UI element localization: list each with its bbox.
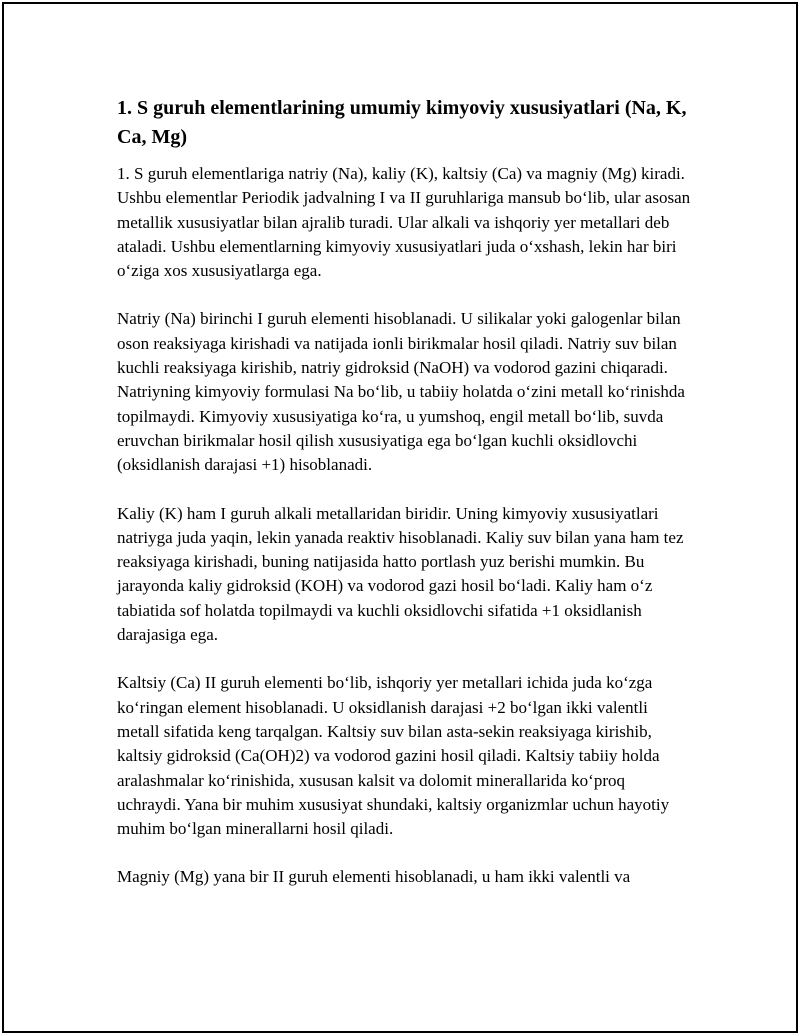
paragraph-sodium: Natriy (Na) birinchi I guruh elementi hisoblanadi. U silikalar yoki galogenlar bilan oson reaksiyaga kirishadi va natijada ionli birikmalar hosil qiladi. Natriy suv bilan kuchli reaksiyaga kirishib, natriy gidroksid (NaOH) va vodorod gazini chiqaradi. Natriyning kimyoviy formulasi Na bo‘lib, u tabiiy holatda o‘zini metall ko‘rinishda topilmaydi. Kimyoviy xususiyatiga ko‘ra, u yumshoq, engil metall bo‘lib, suvda eruvchan birikmalar hosil qilish xususiyatiga ega bo‘lgan kuchli oksidlovchi (oksidlanish darajasi +1) hisoblanadi.: [117, 309, 685, 475]
paragraph-calcium: Kaltsiy (Ca) II guruh elementi bo‘lib, ishqoriy yer metallari ichida juda ko‘zga ko‘ringan element hisoblanadi. U oksidlanish darajasi +2 bo‘lgan ikki valentli metall sifatida keng tarqalgan. Kaltsiy suv bilan asta-sekin reaksiyaga kirishib, kaltsiy gidroksid (Ca(OH)2) va vodorod gazini hosil qiladi. Kaltsiy tabiiy holda aralashmalar ko‘rinishida, xususan kalsit va dolomit minerallarida ko‘proq uchraydi. Yana bir muhim xususiyat shundaki, kaltsiy organizmlar uchun hayotiy muhim bo‘lgan minerallarni hosil qiladi.: [117, 673, 670, 839]
document-body: [117, 94, 692, 914]
paragraph-intro: 1. S guruh elementlariga natriy (Na), kaliy (K), kaltsiy (Ca) va magniy (Mg) kiradi. Ushbu elementlar Periodik jadvalning I va II guruhlariga mansub bo‘lib, ular asosan metallik xususiyatlar bilan ajralib turadi. Ular alkali va ishqoriy yer metallari deb ataladi. Ushbu elementlarning kimyoviy xususiyatlari juda o‘xshash, lekin har biri o‘ziga xos xususiyatlarga ega.: [117, 164, 691, 281]
paragraph-potassium: Kaliy (K) ham I guruh alkali metallaridan biridir. Uning kimyoviy xususiyatlari natriyga juda yaqin, lekin yanada reaktiv hisoblanadi. Kaliy suv bilan yana ham tez reaksiyaga kirishadi, buning natijasida hatto portlash yuz berishi mumkin. Bu jarayonda kaliy gidroksid (KOH) va vodorod gazi hosil bo‘ladi. Kaliy ham o‘z tabiatida sof holatda topilmaydi va kuchli oksidlovchi sifatida +1 oksidlanish darajasiga ega.: [117, 503, 684, 645]
paragraph-magnesium: Magniy (Mg) yana bir II guruh elementi hisoblanadi, u ham ikki valentli va: [117, 867, 631, 887]
document-heading: 1. S guruh elementlarining umumiy kimyoviy xususiyatlari (Na, K, Ca, Mg): [117, 97, 687, 148]
